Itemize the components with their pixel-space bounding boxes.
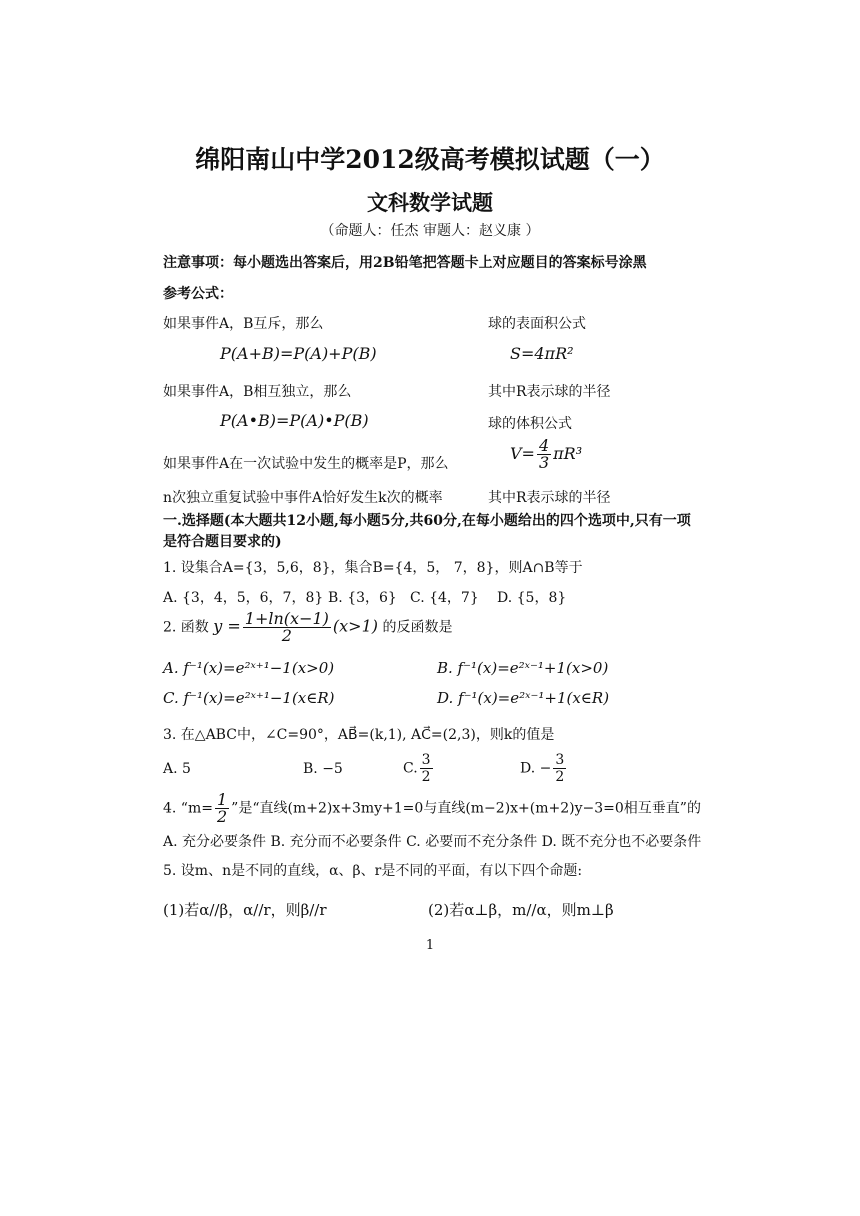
ref-left-3: 如果事件A，B相互独立，那么	[163, 384, 352, 400]
q2-option-d: D. f⁻¹(x)=e²ˣ⁻¹+1(x∈R)	[437, 689, 610, 707]
q1-option-d: D. {5，8}	[497, 590, 567, 606]
ref-left-5: 如果事件A在一次试验中发生的概率是P，那么	[163, 456, 449, 472]
q5-proposition-1: (1)若α//β，α//r，则β//r	[163, 901, 327, 919]
notice: 注意事项：每小题选出答案后，用2B铅笔把答题卡上对应题目的答案标号涂黑	[163, 255, 647, 271]
q2-frac-den: 2	[281, 626, 292, 645]
ref-right-4: 球的体积公式	[488, 416, 572, 432]
volume-rhs: πR³	[553, 444, 583, 463]
volume-fraction	[537, 438, 551, 471]
q2-frac-num: 1+ln(x−1)	[244, 609, 329, 628]
q2-y: y =	[213, 616, 241, 636]
q3-c-frac-num: 3	[421, 752, 431, 768]
q3-option-d	[520, 752, 568, 785]
ref-right-volume	[510, 438, 582, 471]
q3-c-fraction	[420, 752, 433, 785]
q3-option-d-label: D. −	[520, 760, 552, 777]
q4-stem	[163, 792, 701, 825]
q3-d-frac-num: 3	[555, 752, 565, 768]
q4-frac-den: 2	[216, 807, 228, 826]
q2-post: (x>1)	[332, 616, 378, 636]
q1-stem: 1. 设集合A={3，5,6，8}，集合B={4，5， 7，8}，则A∩B等于	[163, 560, 583, 576]
page-number: 1	[425, 938, 435, 953]
ref-right-1: 球的表面积公式	[488, 316, 586, 332]
q4-fraction	[215, 792, 229, 825]
q3-c-frac-den: 2	[421, 769, 431, 785]
section-heading: 一.选择题(本大题共12小题,每小题5分,共60分,在每小题给出的四个选项中,只有一项是符合题目要求的)	[163, 513, 691, 550]
q4-frac-num: 1	[216, 790, 228, 809]
q3-option-c	[403, 752, 435, 785]
q3-option-c-label: C.	[403, 760, 418, 777]
q3-d-frac-den: 2	[555, 769, 565, 785]
volume-lhs: V=	[510, 444, 535, 463]
q3-d-fraction	[553, 752, 566, 785]
q5-proposition-2: (2)若α⊥β，m//α，则m⊥β	[428, 901, 614, 919]
ref-left-2: P(A+B)=P(A)+P(B)	[220, 344, 377, 363]
q4-pre: 4. “m=	[163, 800, 213, 817]
q4-options: A. 充分必要条件 B. 充分而不必要条件 C. 必要而不充分条件 D. 既不充分也不必要条件	[163, 834, 702, 850]
ref-right-2: S=4πR²	[510, 344, 574, 363]
q2-option-c: C. f⁻¹(x)=e²ˣ⁺¹−1(x∈R)	[163, 689, 335, 707]
q3-stem: 3. 在△ABC中，∠C=90°，AB⃗=(k,1), AC⃗=(2,3)，则k的值是	[163, 727, 555, 743]
q3-option-b: B. −5	[303, 761, 343, 777]
q2-tail: 的反函数是	[382, 619, 453, 636]
q2-stem	[163, 611, 452, 644]
ref-left-1: 如果事件A，B互斥，那么	[163, 316, 324, 332]
volume-frac-den: 3	[538, 453, 550, 472]
q2-option-b: B. f⁻¹(x)=e²ˣ⁻¹+1(x>0)	[437, 659, 609, 677]
ref-right-3: 其中R表示球的半径	[488, 384, 611, 400]
q1-option-a: A. {3，4，5，6，7，8}	[163, 590, 324, 606]
q1-option-b: B. {3，6}	[328, 590, 397, 606]
q1-option-c: C. {4，7}	[410, 590, 479, 606]
page-title: 绵阳南山中学2012级高考模拟试题（一）	[195, 145, 665, 174]
ref-right-7: 其中R表示球的半径	[488, 490, 611, 506]
q2-pre: 2. 函数	[163, 619, 209, 636]
q2-option-a: A. f⁻¹(x)=e²ˣ⁺¹−1(x>0)	[163, 659, 335, 677]
page-subtitle: 文科数学试题	[367, 190, 493, 215]
q3-option-a: A. 5	[163, 761, 191, 777]
q4-post: ”是“直线(m+2)x+3my+1=0与直线(m−2)x+(m+2)y−3=0相互垂直”的	[231, 800, 701, 817]
volume-frac-num: 4	[538, 436, 550, 455]
q5-stem: 5. 设m、n是不同的直线，α、β、r是不同的平面，有以下四个命题:	[163, 863, 583, 879]
q2-fraction	[243, 611, 331, 644]
authors-line: （命题人：任杰 审题人：赵义康 ）	[320, 223, 540, 239]
ref-left-6: n次独立重复试验中事件A恰好发生k次的概率	[163, 490, 443, 506]
ref-left-4: P(A•B)=P(A)•P(B)	[220, 411, 369, 430]
reference-label: 参考公式：	[163, 286, 233, 302]
